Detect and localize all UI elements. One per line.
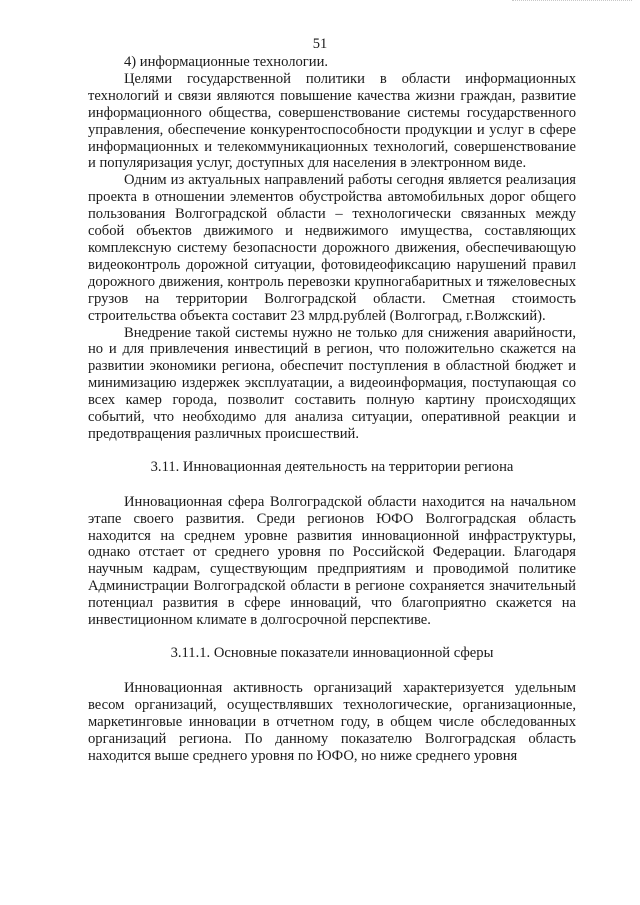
scan-corner-mark [512,0,632,5]
body-paragraph: Инновационная активность организаций характеризуется удельным весом организаций, осуществлявших технологические, организационные, маркетинговые инновации в отчетном году, в общем числе обследованных организаций региона. По данному показателю Волгоградская область находится выше среднего уровня по ЮФО, но ниже среднего уровня [88,679,576,764]
page-content [88,54,576,764]
body-paragraph: Инновационная сфера Волгоградской области находится на начальном этапе своего развития. Среди регионов ЮФО Волгоградская область находится на среднем уровне развития инновационной инфраструктуры, однако отстает от среднего уровня по Российской Федерации. Благодаря научным кадрам, существующим предприятиям и проводимой политике Администрации Волгоградской области в регионе сохраняется значительный потенциал развития в сфере инноваций, что благоприятно скажется на инвестиционном климате в долгосрочной перспективе. [88,493,576,629]
body-paragraph: Внедрение такой системы нужно не только для снижения аварийности, но и для привлечения инвестиций в регион, что положительно скажется на развитии экономики региона, обеспечит поступления в областной бюджет и минимизацию издержек эксплуатации, а видеоинформация, поступающая со всех камер города, позволит составить полную картину происходящих событий, что необходимо для анализа ситуации, оперативной реакции и предотвращения различных происшествий. [88,324,576,442]
list-item-paragraph: 4) информационные технологии. [124,54,329,70]
subsection-heading: 3.11.1. Основные показатели инновационной сферы [170,645,494,661]
body-paragraph: Одним из актуальных направлений работы сегодня является реализация проекта в отношении элементов обустройства автомобильных дорог общего пользования Волгоградской области – технологически связанных между собой объектов движимого и недвижимого имущества, составляющих комплексную систему безопасности дорожного движения, обеспечивающую видеоконтроль дорожной ситуации, фотовидеофиксацию нарушений правил дорожного движения, контроль перевозки крупногабаритных и тяжеловесных грузов на территории Волгоградской области. Сметная стоимость строительства объекта составит 23 млрд.рублей (Волгоград, г.Волжский). [88,172,576,324]
page-number: 51 [312,36,328,52]
section-heading: 3.11. Инновационная деятельность на территории региона [150,458,514,475]
body-paragraph: Целями государственной политики в области информационных технологий и связи являются повышение качества жизни граждан, развитие информационного общества, совершенствование системы государственного управления, обеспечение конкурентоспособности продукции и услуг в сфере информационных и телекоммуникационных технологий, совершенствование и популяризация услуг, доступных для населения в электронном виде. [88,70,576,172]
